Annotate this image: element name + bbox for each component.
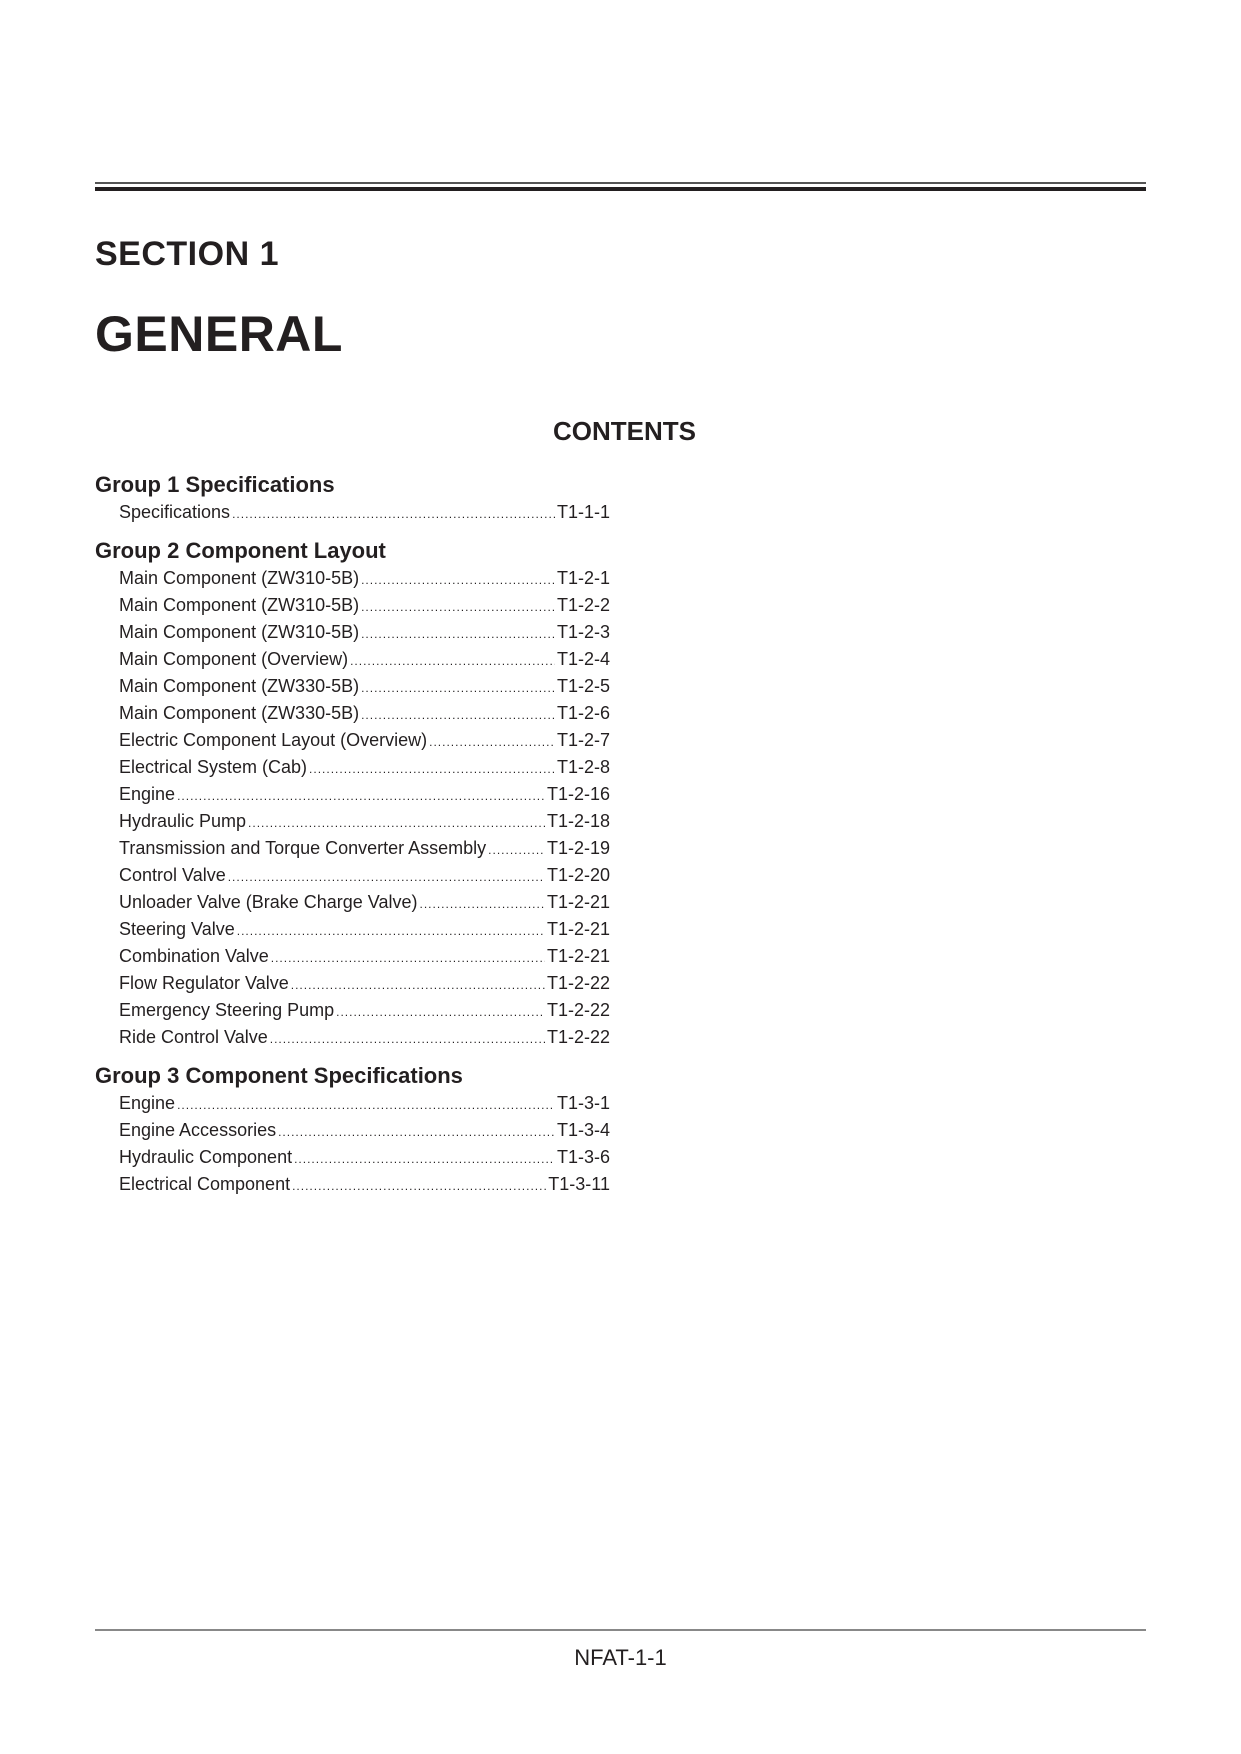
toc-entry-label: Electric Component Layout (Overview): [119, 730, 428, 750]
toc-entry-label: Hydraulic Component: [119, 1147, 293, 1167]
contents-title: CONTENTS: [553, 416, 696, 446]
toc-entry-label: Electrical System (Cab): [119, 757, 308, 777]
toc-entry[interactable]: [95, 566, 610, 593]
dot-leader: [232, 502, 555, 527]
section-label: SECTION 1: [95, 235, 279, 273]
toc-entry[interactable]: [95, 944, 610, 971]
toc-group-title: Group 1 Specifications: [95, 472, 335, 497]
toc-entry-label: Hydraulic Pump: [119, 811, 247, 831]
toc-entry[interactable]: [95, 647, 610, 674]
dot-leader: [292, 1174, 546, 1199]
toc-entry-label: Main Component (ZW310-5B): [119, 568, 360, 588]
toc-group: [95, 536, 610, 1052]
toc-entry-page: T1-2-21: [546, 892, 610, 912]
dot-leader: [271, 946, 545, 971]
toc-entry[interactable]: [95, 971, 610, 998]
toc-entry-page: T1-2-2: [556, 595, 610, 615]
toc-entry[interactable]: [95, 890, 610, 917]
toc-entry-label: Transmission and Torque Converter Assembly: [119, 838, 487, 858]
toc-entry-page: T1-2-22: [546, 1000, 610, 1020]
toc-entry[interactable]: [95, 701, 610, 728]
toc-entry-label: Main Component (ZW310-5B): [119, 595, 360, 615]
dot-leader: [361, 703, 555, 728]
toc-entry-page: T1-3-4: [556, 1120, 610, 1140]
toc-entry[interactable]: [95, 728, 610, 755]
dot-leader: [177, 1093, 555, 1118]
dot-leader: [350, 649, 555, 674]
toc-entry-page: T1-2-6: [556, 703, 610, 723]
toc-entry[interactable]: [95, 593, 610, 620]
toc-entry-page: T1-2-16: [546, 784, 610, 804]
toc-entry-label: Engine: [119, 784, 176, 804]
toc-entry[interactable]: [95, 500, 610, 527]
toc-entry-page: T1-2-21: [546, 946, 610, 966]
dot-leader: [488, 838, 545, 863]
toc-entry-label: Main Component (ZW330-5B): [119, 676, 360, 696]
toc-entry-label: Engine Accessories: [119, 1120, 277, 1140]
toc-entry[interactable]: [95, 998, 610, 1025]
toc-entry-page: T1-2-19: [546, 838, 610, 858]
toc-entry[interactable]: [95, 782, 610, 809]
toc-entry[interactable]: [95, 755, 610, 782]
toc-entry-label: Main Component (Overview): [119, 649, 349, 669]
toc-entry-label: Specifications: [119, 502, 231, 522]
toc-entry-label: Emergency Steering Pump: [119, 1000, 335, 1020]
toc-entry-page: T1-3-6: [556, 1147, 610, 1167]
dot-leader: [248, 811, 545, 836]
toc-entry-label: Unloader Valve (Brake Charge Valve): [119, 892, 418, 912]
toc-entry-page: T1-3-11: [548, 1174, 610, 1194]
toc-entry-page: T1-2-3: [556, 622, 610, 642]
page-number: NFAT-1-1: [574, 1645, 667, 1670]
toc-entry[interactable]: [95, 836, 610, 863]
header-rule-thin: [95, 182, 1146, 184]
toc-entry[interactable]: [95, 1091, 610, 1118]
toc-entry-page: T1-3-1: [556, 1093, 610, 1113]
toc-entry-label: Electrical Component: [119, 1174, 291, 1194]
toc-entry-page: T1-2-1: [556, 568, 610, 588]
toc-group: [95, 470, 610, 527]
toc-entry-page: T1-2-8: [556, 757, 610, 777]
toc-entry-label: Ride Control Valve: [119, 1027, 268, 1047]
dot-leader: [419, 892, 544, 917]
dot-leader: [228, 865, 545, 890]
dot-leader: [291, 973, 545, 998]
toc-entry-page: T1-2-4: [556, 649, 610, 669]
dot-leader: [336, 1000, 545, 1025]
toc-entry[interactable]: [95, 863, 610, 890]
footer-rule: [95, 1629, 1146, 1631]
toc-entry-label: Engine: [119, 1093, 176, 1113]
dot-leader: [270, 1027, 545, 1052]
toc-entry[interactable]: [95, 1118, 610, 1145]
toc-entry-page: T1-2-20: [546, 865, 610, 885]
dot-leader: [294, 1147, 555, 1172]
toc-entry[interactable]: [95, 1025, 610, 1052]
dot-leader: [429, 730, 555, 755]
toc-entry[interactable]: [95, 1145, 610, 1172]
toc-entry[interactable]: [95, 809, 610, 836]
dot-leader: [177, 784, 545, 809]
dot-leader: [309, 757, 555, 782]
dot-leader: [361, 622, 555, 647]
toc-entry-page: T1-2-7: [556, 730, 610, 750]
toc-entry[interactable]: [95, 620, 610, 647]
toc-entry-page: T1-2-21: [546, 919, 610, 939]
toc-group: [95, 1061, 610, 1199]
toc-entry-page: T1-1-1: [556, 502, 610, 522]
dot-leader: [237, 919, 545, 944]
toc-entry-page: T1-2-5: [556, 676, 610, 696]
toc-entry[interactable]: [95, 674, 610, 701]
dot-leader: [361, 568, 555, 593]
toc-entry-label: Control Valve: [119, 865, 226, 885]
toc-entry-label: Steering Valve: [119, 919, 235, 939]
toc-entry-label: Combination Valve: [119, 946, 269, 966]
dot-leader: [361, 676, 555, 701]
toc-group-title: Group 3 Component Specifications: [95, 1063, 463, 1088]
toc-entry[interactable]: [95, 917, 610, 944]
dot-leader: [278, 1120, 555, 1145]
toc-entry-label: Main Component (ZW330-5B): [119, 703, 360, 723]
header-rule-thick: [95, 187, 1146, 191]
table-of-contents: [95, 470, 610, 1208]
toc-entry-page: T1-2-18: [546, 811, 610, 831]
toc-entry[interactable]: [95, 1172, 610, 1199]
toc-entry-label: Main Component (ZW310-5B): [119, 622, 360, 642]
toc-entry-label: Flow Regulator Valve: [119, 973, 289, 993]
toc-group-title: Group 2 Component Layout: [95, 538, 386, 563]
toc-entry-page: T1-2-22: [546, 973, 610, 993]
section-title: GENERAL: [95, 306, 343, 362]
dot-leader: [361, 595, 555, 620]
toc-entry-page: T1-2-22: [546, 1027, 610, 1047]
